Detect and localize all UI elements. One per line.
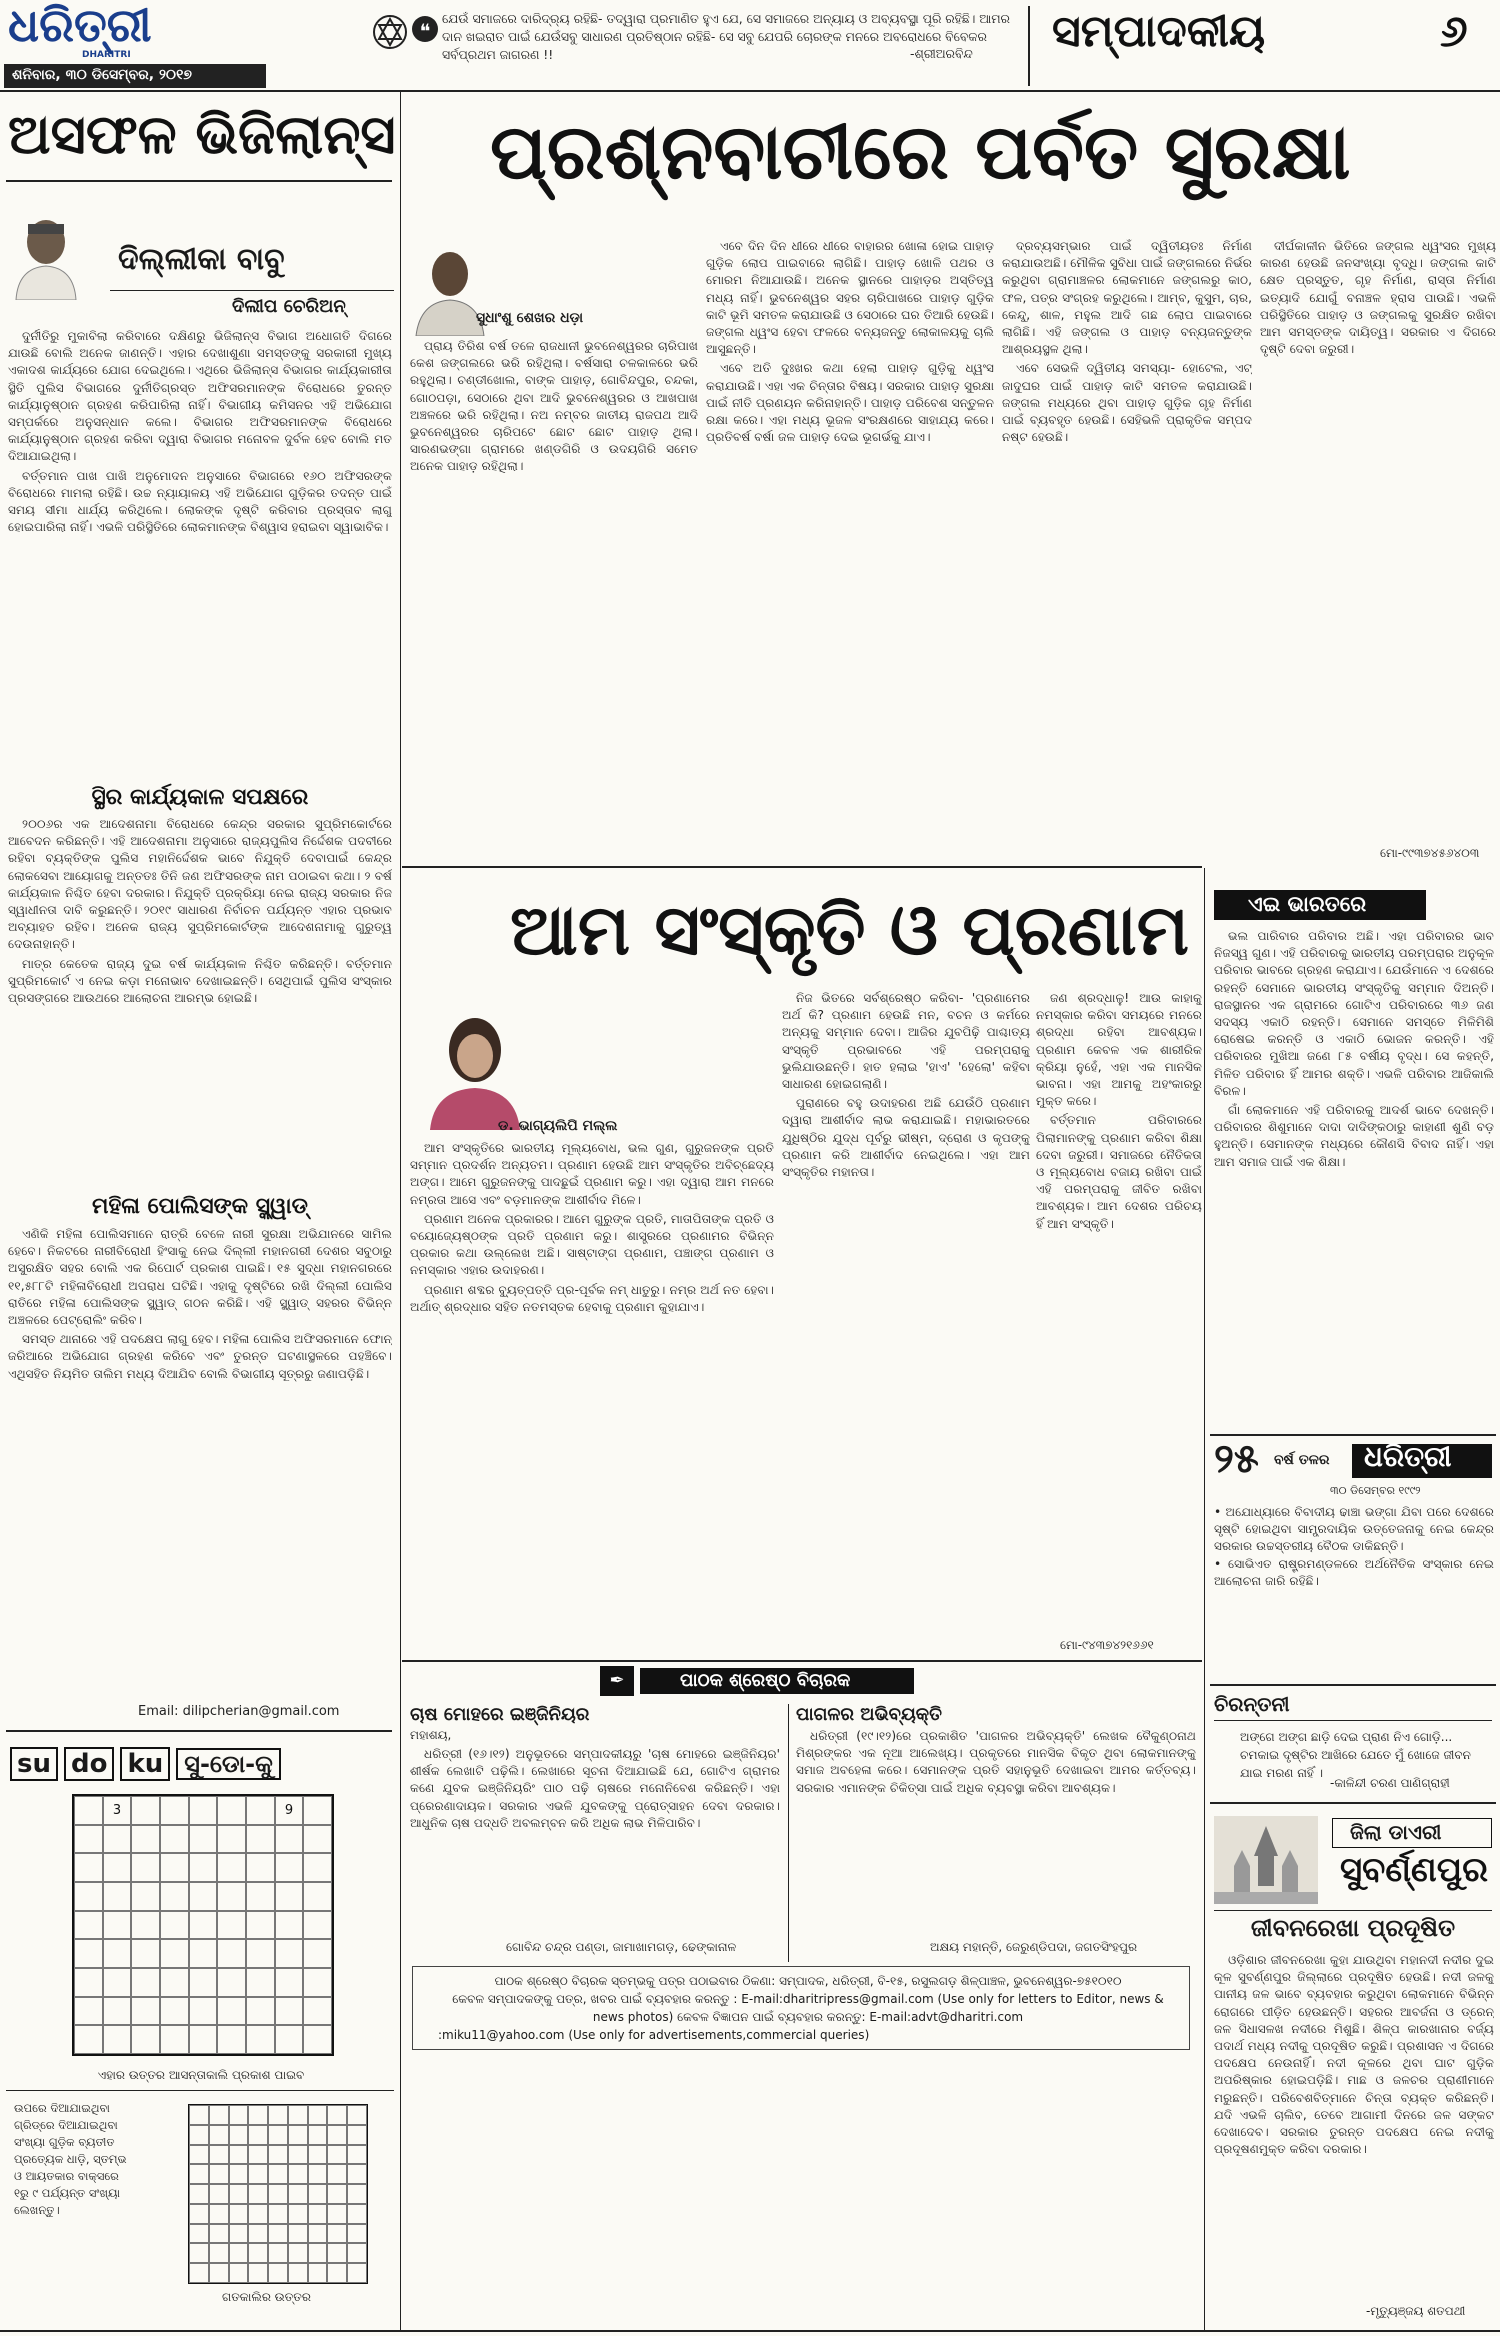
letters-pen-icon: ✒ [600, 1666, 634, 1696]
culture-column-2 [782, 990, 1030, 1628]
chirantani-verse: ଅଙ୍ଗେ ଅଙ୍ଗ ଛାଡ଼ି ଦେଇ ପ୍ରାଣ ନିଏ ଗୋଡ଼ି... ଚମକାଇ ଦୃଷ୍ଟିର ଆଖିରେ ଯେତେ ମୁଁ ଖୋଜେ ଜୀବନ ଯାଇ ମରଣ ନାହିଁ । [1240, 1730, 1471, 1780]
diary-place: ସୁବର୍ଣ୍ଣପୁର [1340, 1850, 1488, 1890]
sudoku-cell[interactable] [160, 2025, 189, 2054]
sudoku-cell[interactable] [275, 1911, 304, 1940]
answer-cell [308, 2263, 328, 2283]
sudoku-cell[interactable] [275, 1997, 304, 2026]
sudoku-cell[interactable] [74, 1911, 103, 1940]
para: ଏବେ ଦିନ ଦିନ ଧୀରେ ଧୀରେ ବାହାରର ଖୋଳା ହୋଇ ପାହାଡ଼ ଗୁଡ଼ିକ ଲୋପ ପାଇବାରେ ଲାଗିଛି। ପାହାଡ଼ ଖୋଳି ପଥର ଓ ମୋରମ ନିଆଯାଉଛି। ଅନେକ ସ୍ଥାନରେ ପାହାଡ଼ର ଅସ୍ତିତ୍ୱ ମଧ୍ୟ ନାହିଁ। ଭୁବନେଶ୍ୱର ସହର ଚାରିପାଖରେ ପାହାଡ଼ ଗୁଡ଼ିକ କାଟି ଭୂମି ସମତଳ କରାଯାଉଛି ଓ ସେଠାରେ ଘର ତିଆରି ହେଉଛି। ଜଙ୍ଗଲ ଧ୍ୱଂସ ହେବା ଫଳରେ ବନ୍ୟଜନ୍ତୁ ଲୋକାଳୟକୁ ଚାଲି ଆସୁଛନ୍ତି। [706, 239, 994, 357]
answer-cell [229, 2105, 249, 2125]
sudoku-cell[interactable] [189, 2025, 218, 2054]
sudoku-cell[interactable] [160, 1911, 189, 1940]
answer-cell [347, 2105, 367, 2125]
sudoku-cell[interactable] [103, 1939, 132, 1968]
sudoku-cell[interactable] [246, 1882, 275, 1911]
letters-footer-ads-email[interactable]: :miku11@yahoo.com (Use only for advertisements,commercial queries) [438, 2028, 870, 2042]
sudoku-title-ku: ku [120, 1747, 170, 1781]
answer-cell [308, 2224, 328, 2244]
sudoku-cell[interactable] [103, 1853, 132, 1882]
answer-cell [308, 2145, 328, 2165]
answer-cell [189, 2105, 209, 2125]
answer-cell [288, 2164, 308, 2184]
sudoku-cell[interactable] [217, 1882, 246, 1911]
answer-cell [327, 2224, 347, 2244]
answer-cell [248, 2105, 268, 2125]
answer-cell [347, 2204, 367, 2224]
para: ଗାଁ ଲୋକମାନେ ଏହି ପରିବାରକୁ ଆଦର୍ଶ ଭାବେ ଦେଖନ୍ତି। ପରିବାରର ଶିଶୁମାନେ ଦାଦା ଦାଦିଙ୍କଠାରୁ କାହାଣୀ ଶୁଣି ବଡ଼ ହୁଅନ୍ତି। ସେମାନଙ୍କ ମଧ୍ୟରେ କୌଣସି ବିବାଦ ନାହିଁ। ଏହା ଆମ ସମାଜ ପାଇଁ ଏକ ଶିକ୍ଷା। [1214, 1103, 1494, 1169]
star-emblem-icon [372, 14, 408, 50]
sudoku-cell[interactable] [103, 1825, 132, 1854]
letter-1-salutation: ମହାଶୟ, [410, 1728, 452, 1742]
sudoku-cell[interactable] [103, 1911, 132, 1940]
sudoku-cell[interactable] [103, 1968, 132, 1997]
author-photo [8, 210, 84, 300]
masthead [0, 0, 1500, 92]
sudoku-cell[interactable] [246, 1825, 275, 1854]
ei-bharat-body [1214, 928, 1494, 1428]
sudoku-cell[interactable] [217, 2025, 246, 2054]
district-diary-box [1210, 1808, 1496, 2328]
years-25-label: ବର୍ଷ ତଳର [1274, 1452, 1330, 1468]
diary-body: ଓଡ଼ିଶାର ଜୀବନରେଖା କୁହା ଯାଉଥିବା ମହାନଦୀ ନଦୀର ଦୁଇ କୂଳ ସୁବର୍ଣ୍ଣପୁର ଜିଲ୍ଲାରେ ପ୍ରଦୂଷିତ ହେଉଛି। ନଦୀ ଜଳକୁ ପାନୀୟ ଜଳ ଭାବେ ବ୍ୟବହାର କରୁଥିବା ଲୋକମାନେ ବିଭିନ୍ନ ରୋଗରେ ପୀଡ଼ିତ ହେଉଛନ୍ତି। ସହରର ଆବର୍ଜନା ଓ ଡ୍ରେନ୍ ଜଳ ସିଧାସଳଖ ନଦୀରେ ମିଶୁଛି। ଶିଳ୍ପ କାରଖାନାର ବର୍ଜ୍ୟ ପଦାର୍ଥ ମଧ୍ୟ ନଦୀକୁ ପ୍ରଦୂଷିତ କରୁଛି। ପ୍ରଶାସନ ଏ ଦିଗରେ ପଦକ୍ଷେପ ନେଉନାହିଁ। ନଦୀ କୂଳରେ ଥିବା ଘାଟ ଗୁଡ଼ିକ ଅପରିଷ୍କାର ହୋଇପଡ଼ିଛି। ମାଛ ଓ ଜଳଚର ପ୍ରାଣୀମାନେ ମରୁଛନ୍ତି। ପରିବେଶବିତ୍‌ମାନେ ଚିନ୍ତା ବ୍ୟକ୍ତ କରିଛନ୍ତି। ଯଦି ଏଭଳି ଚାଲିବ, ତେବେ ଆଗାମୀ ଦିନରେ ଜଳ ସଙ୍କଟ ଦେଖାଦେବ। ସରକାର ତୁରନ୍ତ ପଦକ୍ଷେପ ନେଇ ନଦୀକୁ ପ୍ରଦୂଷଣମୁକ୍ତ କରିବା ଦରକାର। [1214, 1953, 1494, 2157]
years-25-items: • ଅଯୋଧ୍ୟାରେ ବିବାଦୀୟ ଢାଞ୍ଚା ଭଙ୍ଗା ଯିବା ପରେ ଦେଶରେ ସୃଷ୍ଟି ହୋଇଥିବା ସାମ୍ପ୍ରଦାୟିକ ଉତ୍ତେଜନାକୁ ନେଇ କେନ୍ଦ୍ର ସରକାର ଉଚ୍ଚସ୍ତରୀୟ ବୈଠକ ଡାକିଛନ୍ତି। • ସୋଭିଏତ ରାଷ୍ଟ୍ରମଣ୍ଡଳରେ ଅର୍ଥନୈତିକ ସଂସ୍କାର ନେଇ ଆଲୋଚନା ଜାରି ରହିଛି। [1214, 1505, 1494, 1588]
answer-cell [229, 2164, 249, 2184]
culture-bottom-rule [402, 1660, 1202, 1662]
answer-cell [248, 2164, 268, 2184]
answer-cell [189, 2184, 209, 2204]
sudoku-cell[interactable] [131, 1825, 160, 1854]
answer-cell [229, 2204, 249, 2224]
answer-cell [209, 2125, 229, 2145]
sudoku-cell[interactable] [131, 1968, 160, 1997]
para: ୨୦୦୬ର ଏକ ଆଦେଶନାମା ବିରୋଧରେ କେନ୍ଦ୍ର ସରକାର ସୁପ୍ରିମକୋର୍ଟରେ ଆବେଦନ କରିଛନ୍ତି। ଏହି ଆଦେଶନାମା ଅନୁସାରେ ରାଜ୍ୟପୁଲିସ ନିର୍ଦ୍ଦେଶକ ପଦବୀରେ ରହିବା ବ୍ୟକ୍ତିଙ୍କ ପୁଲିସ ମହାନିର୍ଦ୍ଦେଶକ ଭାବେ ନିଯୁକ୍ତି ଦେବାପାଇଁ କେନ୍ଦ୍ର ଲୋକସେବା ଆୟୋଗକୁ ଅନ୍ତତଃ ତିନି ଜଣ ଅଫିସରଙ୍କ ନାମ ପଠାଇବା କଥା। ୨ ବର୍ଷ କାର୍ଯ୍ୟକାଳ ନିଶ୍ଚିତ ହେବା ଦରକାର। ନିଯୁକ୍ତି ପ୍ରକ୍ରିୟା ନେଇ ରାଜ୍ୟ ସରକାର ନିଜ ସ୍ୱାଧୀନତା ଦାବି କରୁଛନ୍ତି। ୨୦୧୯ ସାଧାରଣ ନିର୍ବାଚନ ପର୍ଯ୍ୟନ୍ତ ଏହାର ପ୍ରଭାବ ଅବ୍ୟାହତ ରହିବ। ଅନେକ ରାଜ୍ୟ ସୁପ୍ରିମକୋର୍ଟଙ୍କ ଆଦେଶନାମାକୁ ଗୁରୁତ୍ୱ ଦେଉନାହାନ୍ତି। [8, 817, 392, 952]
answer-cell [268, 2105, 288, 2125]
diary-rule [1214, 1910, 1492, 1911]
sudoku-cell[interactable] [217, 1997, 246, 2026]
answer-cell [268, 2263, 288, 2283]
print-marks [0, 2312, 1500, 2336]
sudoku-cell[interactable] [103, 1882, 132, 1911]
vigilance-title: ଅସଫଳ ଭିଜିଲାନ୍ସ [8, 102, 396, 166]
sudoku-cell[interactable] [303, 1796, 332, 1825]
logo-sub: DHARITRI [82, 50, 131, 60]
sudoku-cell[interactable] [160, 1939, 189, 1968]
sudoku-cell[interactable] [103, 1997, 132, 2026]
answer-cell [209, 2105, 229, 2125]
subhead-fixed-tenure: ସ୍ଥିର କାର୍ଯ୍ୟକାଳ ସପକ୍ଷରେ [91, 785, 309, 810]
sudoku-cell[interactable] [74, 2025, 103, 2054]
answer-cell [209, 2184, 229, 2204]
answer-cell [209, 2164, 229, 2184]
sudoku-answer-label: ଗତକାଲିର ଉତ୍ତର [222, 2290, 311, 2304]
answer-cell [268, 2184, 288, 2204]
para: ଏଣିକି ମହିଳା ପୋଲିସମାନେ ରାତ୍ରି ବେଳେ ନାରୀ ସୁରକ୍ଷା ଅଭିଯାନରେ ସାମିଲ ହେବେ। ନିକଟରେ ନାରୀବିରୋଧୀ ହିଂସାକୁ ନେଇ ଦିଲ୍ଲୀ ମହାନଗରୀ ଦେଶର ସବୁଠାରୁ ଅସୁରକ୍ଷିତ ସହର ବୋଲି ଏକ ରିପୋର୍ଟ ପ୍ରକାଶ ପାଇଛି। ୧୫ ସୁଦ୍ଧା ମହାନଗରରେ ୧୧,୫୮୮ଟି ମହିଳାବିରୋଧୀ ଅପରାଧ ଘଟିଛି। ଏହାକୁ ଦୃଷ୍ଟିରେ ରଖି ଦିଲ୍ଲୀ ପୋଲିସ ରାତିରେ ମହିଳା ପୋଲିସଙ୍କ ସ୍କ୍ୱାଡ୍ ଗଠନ କରିଛି। ଏହି ସ୍କ୍ୱାଡ୍ ସହରର ବିଭିନ୍ନ ଅଞ୍ଚଳରେ ପେଟ୍ରୋଲିଂ କରିବ। [8, 1227, 392, 1328]
sudoku-box [6, 1738, 394, 2328]
vigilance-body-1 [8, 328, 392, 780]
page-number: ୬ [1440, 6, 1468, 57]
answer-cell [288, 2204, 308, 2224]
title-rule [6, 180, 392, 182]
answer-cell [327, 2184, 347, 2204]
years-25-date: ୩୦ ଡିସେମ୍ବର ୧୯୯୨ [1330, 1484, 1421, 1497]
answer-cell [229, 2263, 249, 2283]
answer-cell [308, 2105, 328, 2125]
col-divider-right [1204, 868, 1205, 2330]
answer-cell [288, 2224, 308, 2244]
answer-cell [347, 2224, 367, 2244]
section-name: ସମ୍ପାଦକୀୟ [1052, 6, 1266, 57]
answer-cell [327, 2125, 347, 2145]
sudoku-cell[interactable] [189, 1853, 218, 1882]
answer-cell [327, 2263, 347, 2283]
col-divider-1 [400, 92, 401, 2332]
sudoku-cell[interactable] [160, 1968, 189, 1997]
para: ଏବେ ଅତି ଦୁଃଖର କଥା ହେଲା ପାହାଡ଼ ଗୁଡ଼ିକୁ ଧ୍ୱଂସ କରାଯାଉଛି। ଏହା ଏକ ଚିନ୍ତାର ବିଷୟ। ସରକାର ପାହାଡ଼ ସୁରକ୍ଷା ପାଇଁ ନୀତି ପ୍ରଣୟନ କରିନାହାନ୍ତି। ପାହାଡ଼ ପରିବେଶ ସନ୍ତୁଳନ ରକ୍ଷା କରେ। ଏହା ମଧ୍ୟ ଭୂଜଳ ସଂରକ୍ଷଣରେ ସାହାଯ୍ୟ କରେ। ପ୍ରତିବର୍ଷ ବର୍ଷା ଜଳ ପାହାଡ଼ ଦେଇ ଭୂଗର୍ଭକୁ ଯାଏ। [706, 361, 994, 445]
sudoku-cell[interactable] [74, 1939, 103, 1968]
answer-cell [288, 2125, 308, 2145]
quote-icon: ❝ [412, 16, 438, 42]
sudoku-cell[interactable]: 9 [275, 1796, 304, 1825]
masthead-quote-author: -ଶ୍ରୀଅରବିନ୍ଦ [910, 46, 973, 61]
para: ମାତ୍ର କେତେକ ରାଜ୍ୟ ଦୁଇ ବର୍ଷ କାର୍ଯ୍ୟକାଳ ନିଶ୍ଚିତ କରିଛନ୍ତି। ବର୍ତ୍ତମାନ ସୁପ୍ରିମକୋର୍ଟ ଏ ନେଇ କଡ଼ା ମନୋଭାବ ଦେଖାଇଛନ୍ତି। ସେଥିପାଇଁ ପୁଲିସ ସଂସ୍କାର ପ୍ରସଙ୍ଗରେ ଆଉଥରେ ଆଲୋଚନା ଆରମ୍ଭ ହୋଇଛି। [8, 956, 392, 1006]
sudoku-cell[interactable] [160, 1853, 189, 1882]
sudoku-cell[interactable] [303, 1997, 332, 2026]
answer-cell [189, 2125, 209, 2145]
answer-cell [268, 2204, 288, 2224]
answer-cell [288, 2145, 308, 2165]
sudoku-cell[interactable] [275, 1825, 304, 1854]
years-25-box [1210, 1436, 1496, 1678]
lead-column-4 [1260, 238, 1496, 744]
sudoku-cell[interactable] [246, 2025, 275, 2054]
sudoku-cell[interactable] [275, 1853, 304, 1882]
column-name-rule [110, 290, 394, 291]
sudoku-cell[interactable] [189, 1882, 218, 1911]
chirantani-rule [1214, 1720, 1492, 1721]
sudoku-mid-rule [6, 2090, 394, 2091]
letters-footer-address: ପାଠକ ଶ୍ରେଷ୍ଠ ବିଚାରକ ସ୍ତମ୍ଭକୁ ପତ୍ର ପଠାଇବାର ଠିକଣା: ସମ୍ପାଦକ, ଧରିତ୍ରୀ, ବି-୧୫, ରସୁଲଗଡ଼ ଶିଳ୍ପାଞ୍ଚଳ, ଭୁବନେଶ୍ୱର-୭୫୧୦୧୦ [494, 1974, 1122, 1988]
culture-column-3 [1036, 990, 1202, 1628]
ei-bharat-title: ଏଇ ଭାରତରେ [1248, 892, 1367, 916]
answer-cell [288, 2263, 308, 2283]
answer-cell [327, 2164, 347, 2184]
lead-column-2 [706, 238, 994, 746]
letter-1-title: ଚାଷ ମୋହରେ ଇଞ୍ଜିନିୟର [410, 1704, 590, 1725]
sudoku-puzzle-grid[interactable] [72, 1794, 334, 2056]
sudoku-answer-grid [188, 2104, 368, 2284]
answer-cell [248, 2224, 268, 2244]
letters-divider [788, 1704, 789, 1962]
answer-cell [268, 2125, 288, 2145]
sudoku-cell[interactable] [131, 1882, 160, 1911]
right-rule-2 [1210, 1684, 1496, 1686]
answer-cell [209, 2224, 229, 2244]
sudoku-cell[interactable] [131, 1853, 160, 1882]
diary-label: ଜିଲା ଡାଏରୀ [1350, 1820, 1442, 1844]
sudoku-cell[interactable] [303, 1939, 332, 1968]
sudoku-cell[interactable] [131, 1911, 160, 1940]
chirantani-box [1210, 1690, 1496, 1798]
answer-cell [229, 2224, 249, 2244]
answer-cell [347, 2164, 367, 2184]
vigilance-column [0, 92, 398, 1690]
answer-cell [229, 2184, 249, 2204]
answer-cell [308, 2125, 328, 2145]
col1-bottom-rule [6, 1730, 392, 1732]
answer-cell [248, 2184, 268, 2204]
answer-cell [248, 2145, 268, 2165]
answer-cell [268, 2145, 288, 2165]
sudoku-cell[interactable] [189, 1997, 218, 2026]
answer-cell [308, 2184, 328, 2204]
answer-cell [229, 2125, 249, 2145]
answer-cell [229, 2243, 249, 2263]
letter-1-body: ଧରିତ୍ରୀ (୧୬।୧୨) ଅନୁଭୂତରେ ସମ୍ପାଦକୀୟରୁ 'ଚାଷ ମୋହରେ ଇଞ୍ଜିନିୟର' ଶୀର୍ଷକ ଲେଖାଟି ପଢ଼ିଲି। ଲେଖାରେ ସୂଚନା ଦିଆଯାଇଛି ଯେ, ଗୋଟିଏ ଗ୍ରାମର କଣେ ଯୁବକ ଇଞ୍ଜିନିୟରିଂ ପାଠ ପଢ଼ି ଚାଷରେ ମନୋନିବେଶ କରିଛନ୍ତି। ଏହା ପ୍ରେରଣାଦାୟକ। ସରକାର ଏଭଳି ଯୁବକଙ୍କୁ ପ୍ରୋତ୍ସାହନ ଦେବା ଦରକାର। ଆଧୁନିକ ଚାଷ ପଦ୍ଧତି ଅବଲମ୍ବନ କରି ଅଧିକ ଲାଭ ମିଳିପାରିବ। [410, 1747, 780, 1830]
letter-2-body: ଧରିତ୍ରୀ (୧୯।୧୨)ରେ ପ୍ରକାଶିତ 'ପାଗଳର ଅଭିବ୍ୟକ୍ତି' ଲେଖକ ବୈକୁଣ୍ଠନାଥ ମିଶ୍ରଙ୍କର ଏକ ନୂଆ ଆଲେଖ୍ୟ। ପ୍ରକୃତରେ ମାନସିକ ବିକୃତ ଥିବା ଲୋକମାନଙ୍କୁ ସମାଜ ଅବହେଳା କରେ। ସେମାନଙ୍କ ପ୍ରତି ସହାନୁଭୂତି ଦେଖାଇବା ଆମର କର୍ତ୍ତବ୍ୟ। ସରକାର ଏମାନଙ୍କ ଚିକିତ୍ସା ପାଇଁ ଅଧିକ ବ୍ୟବସ୍ଥା କରିବା ଆବଶ୍ୟକ। [796, 1729, 1196, 1795]
answer-cell [189, 2263, 209, 2283]
answer-cell [248, 2263, 268, 2283]
sudoku-cell[interactable] [246, 1939, 275, 1968]
sudoku-cell[interactable] [74, 1968, 103, 1997]
answer-cell [347, 2184, 367, 2204]
column-name: ଦିଲ୍ଲୀକା ବାବୁ [118, 242, 285, 277]
masthead-quote: ଯେଉଁ ସମାଜରେ ଦାରିଦ୍ର୍ୟ ରହିଛି- ତଦ୍ୱାରା ପ୍ରମାଣିତ ହୁଏ ଯେ, ସେ ସମାଜରେ ଅନ୍ୟାୟ ଓ ଅବ୍ୟବସ୍ଥା ପୂରି ରହିଛି। ଆମର ଦାନ ଖଇରାତ ପାଇଁ ଯେଉଁସବୁ ସାଧାରଣ ପ୍ରତିଷ୍ଠାନ ରହିଛି- ସେ ସବୁ ଯେପରି ଚୋରଙ୍କ ମନରେ ଅବରୋଧରେ ବିବେକର ସର୍ବପ୍ରଥମ ଜାଗରଣ !! [442, 11, 1010, 62]
sudoku-cell[interactable] [275, 1968, 304, 1997]
sudoku-cell[interactable] [303, 1825, 332, 1854]
culture-author: ଡ. ଭାଗ୍ୟଲିପି ମଲ୍ଲ [498, 1118, 618, 1134]
sudoku-cell[interactable] [246, 1796, 275, 1825]
culture-author-photo [420, 1002, 530, 1130]
sudoku-cell[interactable] [303, 1968, 332, 1997]
sudoku-title [10, 1744, 390, 1784]
lead-author: ସୁଧାଂଶୁ ଶେଖର ଧଡ଼ା [476, 310, 584, 326]
para: ଦ୍ରବ୍ୟସମ୍ଭାର ପାଇଁ ଦ୍ୱିତୀୟତଃ ନିର୍ମାଣ କରାଯାଉଅଛି। ମୌଳିକ ସୁବିଧା ପାଇଁ ଜଙ୍ଗଲରେ ନିର୍ଭର କରୁଥିବା ଗ୍ରାମାଞ୍ଚଳର ଲୋକମାନେ ଜଙ୍ଗଲରୁ କାଠ, ଫଳ, ପତ୍ର ସଂଗ୍ରହ କରୁଥିଲେ। ଆମ୍ବ, କୁସୁମ, ଚାର, କେନ୍ଦୁ, ଶାଳ, ମହୁଲ ଆଦି ଗଛ ଲୋପ ପାଇବାରେ ଲାଗିଛି। ଏହି ଜଙ୍ଗଲ ଓ ପାହାଡ଼ ବନ୍ୟଜନ୍ତୁଙ୍କ ଆଶ୍ରୟସ୍ଥଳ ଥିଲା। [1002, 239, 1252, 357]
masthead-divider [1028, 6, 1030, 86]
answer-cell [308, 2243, 328, 2263]
sudoku-cell[interactable] [217, 1796, 246, 1825]
culture-contact: ମୋ-୯୪୩୭୪୨୧୬୬୧ [1060, 1638, 1154, 1652]
answer-cell [308, 2164, 328, 2184]
lead-contact: ମୋ-୯୯୩୭୪୫୬୪୦୩ [1380, 846, 1480, 860]
sudoku-cell[interactable] [189, 1825, 218, 1854]
sudoku-rules: ଉପରେ ଦିଆଯାଇଥିବା ଗ୍ରିଡ୍‌ରେ ଦିଆଯାଇଥିବା ସଂଖ୍ୟା ଗୁଡ଼ିକ ବ୍ୟତୀତ ପ୍ରତ୍ୟେକ ଧାଡ଼ି, ସ୍ତମ୍ଭ ଓ ଆୟତକାର ବାକ୍ସରେ ୧ରୁ ୯ ପର୍ଯ୍ୟନ୍ତ ସଂଖ୍ୟା ଲେଖନ୍ତୁ। [14, 2101, 127, 2217]
answer-cell [327, 2105, 347, 2125]
para: ପୁରାଣରେ ବହୁ ଉଦାହରଣ ଅଛି ଯେଉଁଠି ପ୍ରଣାମ ଦ୍ୱାରା ଆଶୀର୍ବାଦ ଲାଭ କରାଯାଇଛି। ମହାଭାରତରେ ଯୁଧିଷ୍ଠିର ଯୁଦ୍ଧ ପୂର୍ବରୁ ଭୀଷ୍ମ, ଦ୍ରୋଣ ଓ କୃପଙ୍କୁ ପ୍ରଣାମ କରି ଆଶୀର୍ବାଦ ନେଇଥିଲେ। ଏହା ଆମ ସଂସ୍କୃତିର ମହାନତା। [782, 1096, 1030, 1180]
para: ଏବେ ସେଭଳି ଦ୍ୱିତୀୟ ସମସ୍ୟା- ହୋଟେଲ, ଏଟ୍ ଜାଦୁଘର ପାଇଁ ପାହାଡ଼ କାଟି ସମତଳ କରାଯାଉଛି। ଜଙ୍ଗଲ ମଧ୍ୟରେ ଥିବା ପାହାଡ଼ ଗୁଡ଼ିକ ଗୃହ ନିର୍ମାଣ ପାଇଁ ବ୍ୟବହୃତ ହେଉଛି। ସେହିଭଳି ପ୍ରାକୃତିକ ସମ୍ପଦ ନଷ୍ଟ ହେଉଛି। [1002, 361, 1252, 445]
subhead-women-squad: ମହିଳା ପୋଲିସଙ୍କ ସ୍କ୍ୱାଡ୍ [91, 1194, 308, 1219]
lead-bottom-rule [402, 866, 1202, 868]
chirantani-title: ଚିରନ୍ତନୀ [1214, 1692, 1290, 1716]
sudoku-cell[interactable] [74, 1853, 103, 1882]
sudoku-cell[interactable] [131, 1997, 160, 2026]
sudoku-cell[interactable] [275, 1882, 304, 1911]
sudoku-cell[interactable] [74, 1997, 103, 2026]
answer-cell [248, 2125, 268, 2145]
sudoku-cell[interactable] [275, 1939, 304, 1968]
para: ବର୍ତ୍ତମାନ ପାଖ ପାଖି ଅନୁମୋଦନ ଅନୁସାରେ ବିଭାଗରେ ୧୬୦ ଅଫିସରଙ୍କ ବିରୋଧରେ ମାମଲା ରହିଛି। ଉଚ୍ଚ ନ୍ୟାୟାଳୟ ଏହି ଅଭିଯୋଗ ଗୁଡ଼ିକର ତଦନ୍ତ ପାଇଁ ସମୟ ସୀମା ଧାର୍ଯ୍ୟ କରିଥିଲେ। ଲୋକଙ୍କ ଦୃଷ୍ଟି କରିବାର ପ୍ରସ୍ତାବ ଲାଗୁ ହୋଇପାରିଲା ନାହିଁ। ଏଭଳି ପରିସ୍ଥିତିରେ ଲୋକମାନଙ୍କ ବିଶ୍ୱାସ ହରାଇବା ସ୍ୱାଭାବିକ। [8, 468, 392, 535]
sudoku-cell[interactable] [189, 1911, 218, 1940]
sudoku-answer-note: ଏହାର ଉତ୍ତର ଆସନ୍ତାକାଲି ପ୍ରକାଶ ପାଇବ [97, 2068, 305, 2082]
para: ସମସ୍ତ ଥାନାରେ ଏହି ପଦକ୍ଷେପ ଲାଗୁ ହେବ। ମହିଳା ପୋଲିସ ଅଫିସରମାନେ ଫୋନ୍ ଜରିଆରେ ଅଭିଯୋଗ ଗ୍ରହଣ କରିବେ ଏବଂ ତୁରନ୍ତ ଘଟଣାସ୍ଥଳରେ ପହଞ୍ଚିବେ। ଏଥିସହିତ ନିୟମିତ ତାଲିମ ମଧ୍ୟ ଦିଆଯିବ ବୋଲି ବିଭାଗୀୟ ସୂତ୍ରରୁ ଜଣାପଡ଼ିଛି। [8, 1332, 392, 1381]
para: ଜଣ ଶ୍ରଦ୍ଧାଳୁ! ଆଉ କାହାକୁ ନମସ୍କାର କରିବା ସମୟରେ ମନରେ ଶ୍ରଦ୍ଧା ରହିବା ଆବଶ୍ୟକ। ପ୍ରଣାମ କେବଳ ଏକ ଶାରୀରିକ କ୍ରିୟା ନୁହେଁ, ଏହା ଏକ ମାନସିକ ଭାବନା। ଏହା ଆମକୁ ଅହଂକାରରୁ ମୁକ୍ତ କରେ। [1036, 991, 1202, 1109]
answer-cell [229, 2145, 249, 2165]
answer-cell [209, 2263, 229, 2283]
para: ଭଲ ପାରିବାର ପରିବାର ଅଛି। ଏହା ପରିବାରର ଭାବ ନିଜସ୍ୱ ଗୁଣ। ଏହି ପରିବାରକୁ ଭାରତୀୟ ପରମ୍ପରାର ଅନୁକୂଳ ପରିବାର ଭାବରେ ଗ୍ରହଣ କରାଯାଏ। ଯେଉଁମାନେ ଏ ଦେଶରେ ରହନ୍ତି ସେମାନେ ଭାରତୀୟ ସଂସ୍କୃତିକୁ ସମ୍ମାନ ଦିଅନ୍ତି। ରାଜସ୍ଥାନର ଏକ ଗ୍ରାମରେ ଗୋଟିଏ ପରିବାରରେ ୩୬ ଜଣ ସଦସ୍ୟ ଏକାଠି ରହନ୍ତି। ସେମାନେ ସମସ୍ତେ ମିଳିମିଶି ରୋଷେଇ କରନ୍ତି ଓ ଏକାଠି ଭୋଜନ କରନ୍ତି। ଏହି ପରିବାରର ମୁଖିଆ ଜଣେ ୮୫ ବର୍ଷୀୟ ବୃଦ୍ଧ। ସେ କହନ୍ତି, ମିଳିତ ପରିବାର ହିଁ ଆମର ଶକ୍ତି। ଏଭଳି ପରିବାର ଆଜିକାଲି ବିରଳ। [1214, 929, 1494, 1098]
years-25-number: ୨୫ [1214, 1436, 1259, 1482]
answer-cell [268, 2243, 288, 2263]
letter-2-title: ପାଗଳର ଅଭିବ୍ୟକ୍ତି [796, 1704, 942, 1725]
answer-cell [189, 2243, 209, 2263]
answer-cell [268, 2224, 288, 2244]
diary-author: -ମୃତ୍ୟୁଞ୍ଜୟ ଶତପଥୀ [1366, 2304, 1466, 2318]
masthead-date: ଶନିବାର, ୩୦ ଡିସେମ୍ବର, ୨୦୧୭ [12, 67, 192, 83]
sudoku-cell[interactable] [246, 1997, 275, 2026]
sudoku-cell[interactable] [246, 1968, 275, 1997]
answer-cell [288, 2184, 308, 2204]
culture-column-1 [410, 1140, 774, 1642]
answer-cell [248, 2243, 268, 2263]
years-25-logo: ଧରିତ୍ରୀ [1364, 1440, 1452, 1473]
sudoku-cell[interactable] [160, 1882, 189, 1911]
letters-title: ପାଠକ ଶ୍ରେଷ୍ଠ ବିଚାରକ [680, 1670, 851, 1691]
sudoku-cell[interactable] [275, 2025, 304, 2054]
sudoku-cell[interactable] [217, 1939, 246, 1968]
letter-1-signature: ଗୋବିନ୍ଦ ଚନ୍ଦ୍ର ପଣ୍ଡା, ଜାମାଖାମଗଡ଼, ଢେଙ୍କାନାଳ [506, 1940, 737, 1954]
sudoku-cell[interactable] [217, 1911, 246, 1940]
chirantani-author: -କାଳିନ୍ଦୀ ଚରଣ ପାଣିଗ୍ରାହୀ [1330, 1776, 1450, 1790]
answer-cell [308, 2204, 328, 2224]
para: ବର୍ତ୍ତମାନ ପରିବାରରେ ପିଲାମାନଙ୍କୁ ପ୍ରଣାମ କରିବା ଶିକ୍ଷା ଦେବା ଜରୁରୀ। ସମାଜରେ ନୈତିକତା ଓ ମୂଲ୍ୟବୋଧ ବଜାୟ ରଖିବା ପାଇଁ ଏହି ପରମ୍ପରାକୁ ଜୀବିତ ରଖିବା ଆବଶ୍ୟକ। ଆମ ଦେଶର ପରିଚୟ ହିଁ ଆମ ସଂସ୍କୃତି। [1036, 1113, 1202, 1231]
answer-cell [248, 2204, 268, 2224]
sudoku-cell[interactable] [189, 1968, 218, 1997]
right-rule-3 [1210, 1802, 1496, 1804]
sudoku-cell[interactable] [131, 1939, 160, 1968]
lead-title: ପ୍ରଶ୍ନବାଚୀରେ ପର୍ବତ ସୁରକ୍ଷା [490, 107, 1351, 196]
sudoku-cell[interactable] [131, 2025, 160, 2054]
answer-cell [189, 2145, 209, 2165]
answer-cell [327, 2204, 347, 2224]
vigilance-body-3 [8, 1226, 392, 1696]
sudoku-cell[interactable] [189, 1939, 218, 1968]
sudoku-cell[interactable] [189, 1796, 218, 1825]
logo [8, 2, 168, 60]
answer-cell [288, 2105, 308, 2125]
answer-cell [347, 2145, 367, 2165]
column-author: ଦିଲୀପ ଚେରିଅନ୍ [232, 296, 346, 317]
answer-cell [189, 2164, 209, 2184]
answer-cell [347, 2125, 367, 2145]
para: ପ୍ରାୟ ତିରିଶ ବର୍ଷ ତଳେ ରାଜଧାନୀ ଭୁବନେଶ୍ୱରର ଚାରିପାଖ କେଶ ଜଙ୍ଗଲରେ ଭରି ରହିଥିଲା। ବର୍ଷସାରା ଚଳକାଳରେ ଭରି ରହୁଥିଲା। ଚଣ୍ଡୀଖୋଲ, ବାଙ୍କ ପାହାଡ଼, ଗୋବିନ୍ଦପୁର, ଚନ୍ଦକା, ଗୋଠପଡ଼ା, ସେଠାରେ ଥିବା ଆଦି ଭୁବନେଶ୍ୱରର ଓ ଆଖପାଖ ଅଞ୍ଚଳରେ ଭରି ରହିଥିଲା। ନଅ ନମ୍ବର ଜାତୀୟ ରାଜପଥ ଆଦି ଭୁବନେଶ୍ୱରର ଚାରିପଟେ ଛୋଟ ଛୋଟ ପାହାଡ଼ ଥିଲା। ସାରଣଭଙ୍ଗା ଗ୍ରାମରେ ଖଣ୍ଡଗିରି ଓ ଉଦୟଗିରି ସମେତ ଅନେକ ପାହାଡ଼ ରହିଥିଲା। [410, 339, 698, 474]
sudoku-cell[interactable] [303, 1911, 332, 1940]
sudoku-cell[interactable] [160, 1825, 189, 1854]
answer-cell [347, 2243, 367, 2263]
culture-title: ଆମ ସଂସ୍କୃତି ଓ ପ୍ରଣାମ [510, 888, 1190, 971]
diary-headline: ଜୀବନରେଖା ପ୍ରଦୂଷିତ [1250, 1914, 1456, 1942]
lead-column-3 [1002, 238, 1252, 746]
sudoku-cell[interactable] [217, 1853, 246, 1882]
sudoku-cell[interactable] [217, 1825, 246, 1854]
sudoku-cell[interactable] [217, 1968, 246, 1997]
sudoku-cell[interactable] [246, 1911, 275, 1940]
answer-cell [347, 2263, 367, 2283]
sudoku-cell[interactable] [74, 1825, 103, 1854]
para: ଦୁର୍ନୀତିରୁ ମୁକାବିଲା କରିବାରେ ଦକ୍ଷିଣରୁ ଭିଜିଲାନ୍ସ ବିଭାଗ ଅଧୋଗତି ଦିଗରେ ଯାଉଛି ବୋଲି ଅନେକ ଜାଣନ୍ତି। ଏହାର ଦେଖାଶୁଣା ସମସ୍ତଙ୍କୁ ସରକାରୀ ମୁଖ୍ୟ ଏକାଦଶ କାର୍ଯ୍ୟରେ ଯୋଗ ଦେଇଥିଲେ। ଏଥିରେ ଭିଜିଲାନ୍ସ ବିଭାଗର କାର୍ଯ୍ୟକାରୀତା ସ୍ଥିତି ପୁଲିସ ବିଭାଗରେ ଦୁର୍ନୀତିଗ୍ରସ୍ତ ଅଫିସରମାନଙ୍କ ବିରୋଧରେ ତୁରନ୍ତ କାର୍ଯ୍ୟାନୁଷ୍ଠାନ ଗ୍ରହଣ କରିପାରିଲା ନାହିଁ। ବିଭାଗୀୟ କମିସନର ଏହି ଅଭିଯୋଗ ସମ୍ପର୍କରେ ଅନୁସନ୍ଧାନ କଲେ। ବିଭାଗର ଅଫିସରମାନଙ୍କ ବିରୋଧରେ କାର୍ଯ୍ୟାନୁଷ୍ଠାନ ଗ୍ରହଣ କରିବା ଦ୍ୱାରା ବିଭାଗର ମନୋବଳ ଦୁର୍ବଳ ହେବ ବୋଲି ମତ ଦିଆଯାଇଥିଲା। [8, 329, 392, 464]
sudoku-cell[interactable] [160, 1796, 189, 1825]
sudoku-cell[interactable] [303, 1882, 332, 1911]
para: ପ୍ରଣାମ ଶବ୍ଦର ବ୍ୟୁତ୍ପତ୍ତି ପ୍ର-ପୂର୍ବକ ନମ୍ ଧାତୁରୁ। ନମ୍ର ଅର୍ଥ ନତ ହେବା। ଅର୍ଥାତ୍ ଶ୍ରଦ୍ଧାର ସହିତ ନତମସ୍ତକ ହେବାକୁ ପ୍ରଣାମ କୁହାଯାଏ। [410, 1282, 774, 1314]
sudoku-title-do: do [64, 1747, 114, 1781]
sudoku-cell[interactable] [303, 2025, 332, 2054]
answer-cell [268, 2164, 288, 2184]
letters-footer-email[interactable]: କେବଳ ସମ୍ପାଦକଙ୍କୁ ପତ୍ର, ଖବର ପାଇଁ ବ୍ୟବହାର କରନ୍ତୁ : E-mail:dharitripress@gmail.com (Use only for letters to Editor, news & news photos) କେବଳ ବିଜ୍ଞାପନ ପାଇଁ ବ୍ୟବହାର କରନ୍ତୁ: E-mail:advt@dharitri.com [452, 1992, 1164, 2024]
lead-column-1 [410, 338, 698, 746]
answer-cell [209, 2145, 229, 2165]
answer-cell [327, 2243, 347, 2263]
sudoku-cell[interactable] [303, 1853, 332, 1882]
answer-cell [327, 2145, 347, 2165]
para: ଆମ ସଂସ୍କୃତିରେ ଭାରତୀୟ ମୂଲ୍ୟବୋଧ, ଭଲ ଗୁଣ, ଗୁରୁଜନଙ୍କ ପ୍ରତି ସମ୍ମାନ ପ୍ରଦର୍ଶନ ଅନ୍ୟତମ। ପ୍ରଣାମ ହେଉଛି ଆମ ସଂସ୍କୃତିର ଅବିଚ୍ଛେଦ୍ୟ ଅଙ୍ଗ। ଆମେ ଗୁରୁଜନଙ୍କୁ ପାଦଛୁଇଁ ପ୍ରଣାମ କରୁ। ଏହା ଦ୍ୱାରା ଆମ ମନରେ ନମ୍ରତା ଆସେ ଏବଂ ବଡ଼ମାନଙ୍କ ଆଶୀର୍ବାଦ ମିଳେ। [410, 1141, 774, 1207]
columnist-email: Email: dilipcherian@gmail.com [138, 1704, 340, 1719]
temple-illustration [1214, 1816, 1318, 1904]
answer-cell [189, 2204, 209, 2224]
sudoku-title-odia: ସୁ-ଡୋ-କୁ [176, 1748, 281, 1780]
sudoku-cell[interactable] [246, 1853, 275, 1882]
vigilance-body-2 [8, 816, 392, 1186]
para: ନିଜ ଭିତରେ ସର୍ବଶ୍ରେଷ୍ଠ କରିବା- 'ପ୍ରଣାମେର ଅର୍ଥ କି? ପ୍ରଣାମ ହେଉଛି ମନ, ବଚନ ଓ କର୍ମରେ ଅନ୍ୟକୁ ସମ୍ମାନ ଦେବା। ଆଜିର ଯୁବପିଢ଼ି ପାଶ୍ଚାତ୍ୟ ସଂସ୍କୃତି ପ୍ରଭାବରେ ଏହି ପରମ୍ପରାକୁ ଭୁଲିଯାଉଛନ୍ତି। ହାତ ହଲାଇ 'ହାଏ' 'ହେଲୋ' କହିବା ସାଧାରଣ ହୋଇଗଲାଣି। [782, 991, 1030, 1092]
answer-cell [189, 2224, 209, 2244]
ei-bharat-box [1210, 880, 1496, 1432]
logo-text: ଧରିତ୍ରୀ [8, 0, 152, 52]
sudoku-cell[interactable] [74, 1882, 103, 1911]
answer-cell [209, 2243, 229, 2263]
sudoku-cell[interactable] [103, 2025, 132, 2054]
letter-2-signature: ଅକ୍ଷୟ ମହାନ୍ତି, ଜେରୁଣ୍ଡିପଦା, ଜଗତସିଂହପୁର [930, 1940, 1138, 1954]
para: ପ୍ରଣାମ ଅନେକ ପ୍ରକାରର। ଆମେ ଗୁରୁଙ୍କ ପ୍ରତି, ମାତାପିତାଙ୍କ ପ୍ରତି ଓ ବୟୋଜ୍ୟେଷ୍ଠଙ୍କ ପ୍ରତି ପ୍ରଣାମ କରୁ। ଶାସ୍ତ୍ରରେ ପ୍ରଣାମର ବିଭିନ୍ନ ପ୍ରକାର କଥା ଉଲ୍ଲେଖ ଅଛି। ସାଷ୍ଟାଙ୍ଗ ପ୍ରଣାମ, ପଞ୍ଚାଙ୍ଗ ପ୍ରଣାମ ଓ ନମସ୍କାର ଏହାର ଉଦାହରଣ। [410, 1211, 774, 1278]
answer-cell [209, 2204, 229, 2224]
sudoku-title-su: su [10, 1747, 58, 1781]
sudoku-cell[interactable] [74, 1796, 103, 1825]
answer-cell [288, 2243, 308, 2263]
sudoku-cell[interactable] [160, 1997, 189, 2026]
letters-header [600, 1664, 1000, 1698]
sudoku-cell[interactable] [131, 1796, 160, 1825]
sudoku-cell[interactable]: 3 [103, 1796, 132, 1825]
para: ଦୀର୍ଘକାଳୀନ ଭିତିରେ ଜଙ୍ଗଲ ଧ୍ୱଂସର ମୁଖ୍ୟ କାରଣ ହେଉଛି ଜନସଂଖ୍ୟା ବୃଦ୍ଧି। ଜଙ୍ଗଲ କାଟି କ୍ଷେତ ପ୍ରସ୍ତୁତ, ଗୃହ ନିର୍ମାଣ, ରାସ୍ତା ନିର୍ମାଣ ଇତ୍ୟାଦି ଯୋଗୁଁ ବନାଞ୍ଚଳ ହ୍ରାସ ପାଉଛି। ଏଭଳି ପରିସ୍ଥିତିରେ ପାହାଡ଼ ଓ ଜଙ୍ଗଲକୁ ସୁରକ୍ଷିତ ରଖିବା ଆମ ସମସ୍ତଙ୍କ ଦାୟିତ୍ୱ। ସରକାର ଏ ଦିଗରେ ଦୃଷ୍ଟି ଦେବା ଜରୁରୀ। [1260, 239, 1496, 357]
